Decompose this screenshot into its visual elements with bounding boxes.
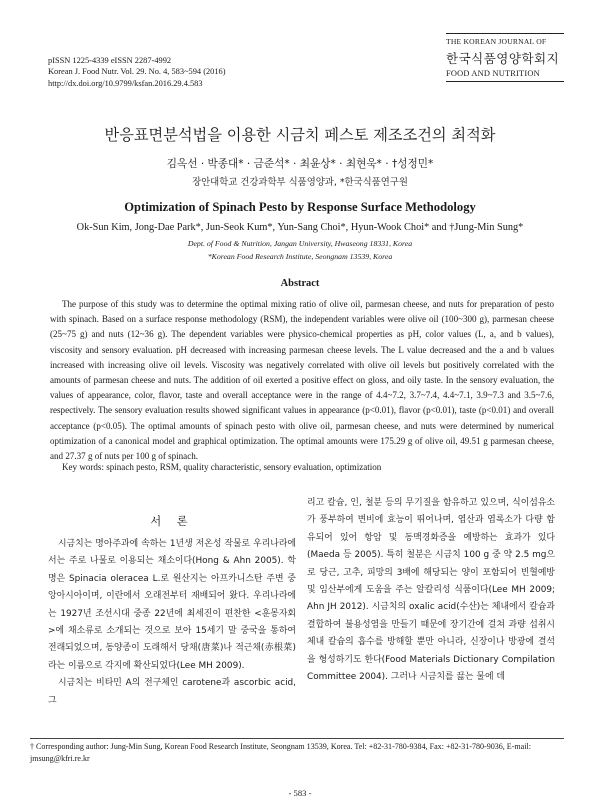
- doi-line: http://dx.doi.org/10.9799/ksfan.2016.29.4.583: [48, 78, 203, 88]
- body-column-right: [307, 495, 555, 686]
- journal-name-korean: 한국식품영양학회지: [446, 51, 560, 66]
- abstract-body: The purpose of this study was to determine the optimal mixing ratio of olive oil, parmesan cheese, and nuts for preparation of pesto with spinach. Based on a surface response methodology (RSM), the independent variables were olive oil (100~300 g), parmesan cheese (25~75 g) and nuts (12~36 g). The dependent variables were physico-chemical properties as pH, color values (L, a, and b values), viscosity and sensory evaluation. pH decreased with increasing parmesan cheese levels. The L value decreased and the a and b values increased with increasing olive oil levels. Viscosity was negatively correlated with olive oil levels but positively correlated with the amounts of parmesan cheese and nuts. The addition of oil exerted a positive effect on gloss, and oily taste. In the sensory evaluation, the values of appearance, color, flavor, taste and overall acceptance were in the range of 4.4~7.2, 3.7~7.4, 4.4~7.1, 3.9~7.3 and 3.5~7.6, respectively. The sensory evaluation results showed significant values in appearance (p<0.01), flavor (p<0.01), taste (p<0.01) and overall acceptance (p<0.05). The optimal amounts of spinach pesto with olive oil, parmesan cheese, and nuts were determined by numerical optimization of a canonical model and graphical optimization. The optimal amounts were 175.29 g of olive oil, 49.51 g parmesan cheese, and 27.37 g of nuts per 100 g of spinach.: [50, 299, 554, 462]
- body-paragraph: 리고 칼슘, 인, 철분 등의 무기질을 함유하고 있으며, 식이섬유소가 풍부하여 변비에 효능이 뛰어나며, 엽산과 엽록소가 다량 함유되어 있어 항암 및 동맥경화증을 예방하는 효과가 있다(Maeda 등 2005). 특히 철분은 시금치 100 g 중 약 2.5 mg으로 당근, 고추, 피망의 3배에 해당되는 양이 포함되어 빈혈예방 및 임산부에게 도움을 주는 알칼리성 식품이다(Lee MH 2009; Ahn JH 2012). 시금치의 oxalic acid(수산)는 체내에서 칼슘과 결합하여 불용성염을 만들기 때문에 장기간에 걸쳐 과량 섭취시 체내 칼슘의 흡수를 방해할 뿐만 아니라, 신장이나 방광에 결석을 형성하기도 한다(Food Materials Dictionary Compilation Committee 2004). 그러나 시금치를 끓는 물에 데: [307, 498, 555, 683]
- keywords: Key words: spinach pesto, RSM, quality characteristic, sensory evaluation, optimization: [62, 462, 382, 472]
- journal-masthead-rule: [446, 81, 564, 82]
- citation-line: Korean J. Food Nutr. Vol. 29. No. 4, 583~594 (2016): [48, 67, 226, 77]
- body-paragraph: 시금치는 명아주과에 속하는 1년생 저온성 작물로 우리나라에서는 주로 나물로 이용되는 채소이다(Hong & Ahn 2005). 학명은 Spinacia oleracea L.로 원산지는 아프카니스탄 주변 중앙아시아이며, 이란에서 오래전부터 재배되어 왔다. 우리나라에는 1927년 조선시대 중종 22년에 최세진이 편찬한 <훈몽자회>에 채소류로 소개되는 것으로 보아 15세기 말 중국을 통하여 전래되었으며, 동양종이 도래해서 당채(唐菜)나 적근채(赤根菜)라는 이름으로 각지에 확산되었다(Lee MH 2009).: [48, 539, 296, 671]
- journal-masthead: [446, 33, 564, 82]
- issn-line: pISSN 1225-4339 eISSN 2287-4992: [48, 56, 172, 65]
- journal-name-line3: FOOD AND NUTRITION: [446, 69, 540, 78]
- article-metadata: [48, 55, 226, 89]
- authors-english: Ok-Sun Kim, Jong-Dae Park*, Jun-Seok Kum*, Yun-Sang Choi*, Hyun-Wook Choi* and †Jung-Min Sung*: [76, 222, 524, 233]
- section-heading-introduction: 서 론: [150, 515, 194, 528]
- abstract-heading: Abstract: [280, 278, 320, 289]
- title-korean: 반응표면분석법을 이용한 시금치 페스토 제조조건의 최적화: [104, 126, 496, 144]
- body-column-left: [48, 536, 296, 710]
- page-number: - 583 -: [288, 788, 312, 798]
- title-english: Optimization of Spinach Pesto by Response Surface Methodology: [124, 200, 476, 214]
- affiliation-english-1: Dept. of Food & Nutrition, Jangan University, Hwaseong 18331, Korea: [187, 239, 413, 248]
- affiliation-english-2: *Korean Food Research Institute, Seongnam 13539, Korea: [207, 252, 393, 261]
- body-paragraph: 시금치는 비타민 A의 전구체인 carotene과 ascorbic acid, 그: [48, 678, 296, 706]
- authors-korean: 김옥선 · 박종대* · 금준석* · 최윤상* · 최현욱* · †성정민*: [166, 158, 434, 170]
- journal-name-line1: THE KOREAN JOURNAL OF: [446, 37, 547, 46]
- affiliation-korean: 장안대학교 건강과학부 식품영양과, *한국식품연구원: [192, 177, 408, 188]
- corresponding-author-footnote: † Corresponding author: Jung-Min Sung, Korean Food Research Institute, Seongnam 13539, Korea. Tel: +82-31-780-9384, Fax: +82-31-780-9036, E-mail: jmsung@kfri.re.kr: [30, 738, 564, 764]
